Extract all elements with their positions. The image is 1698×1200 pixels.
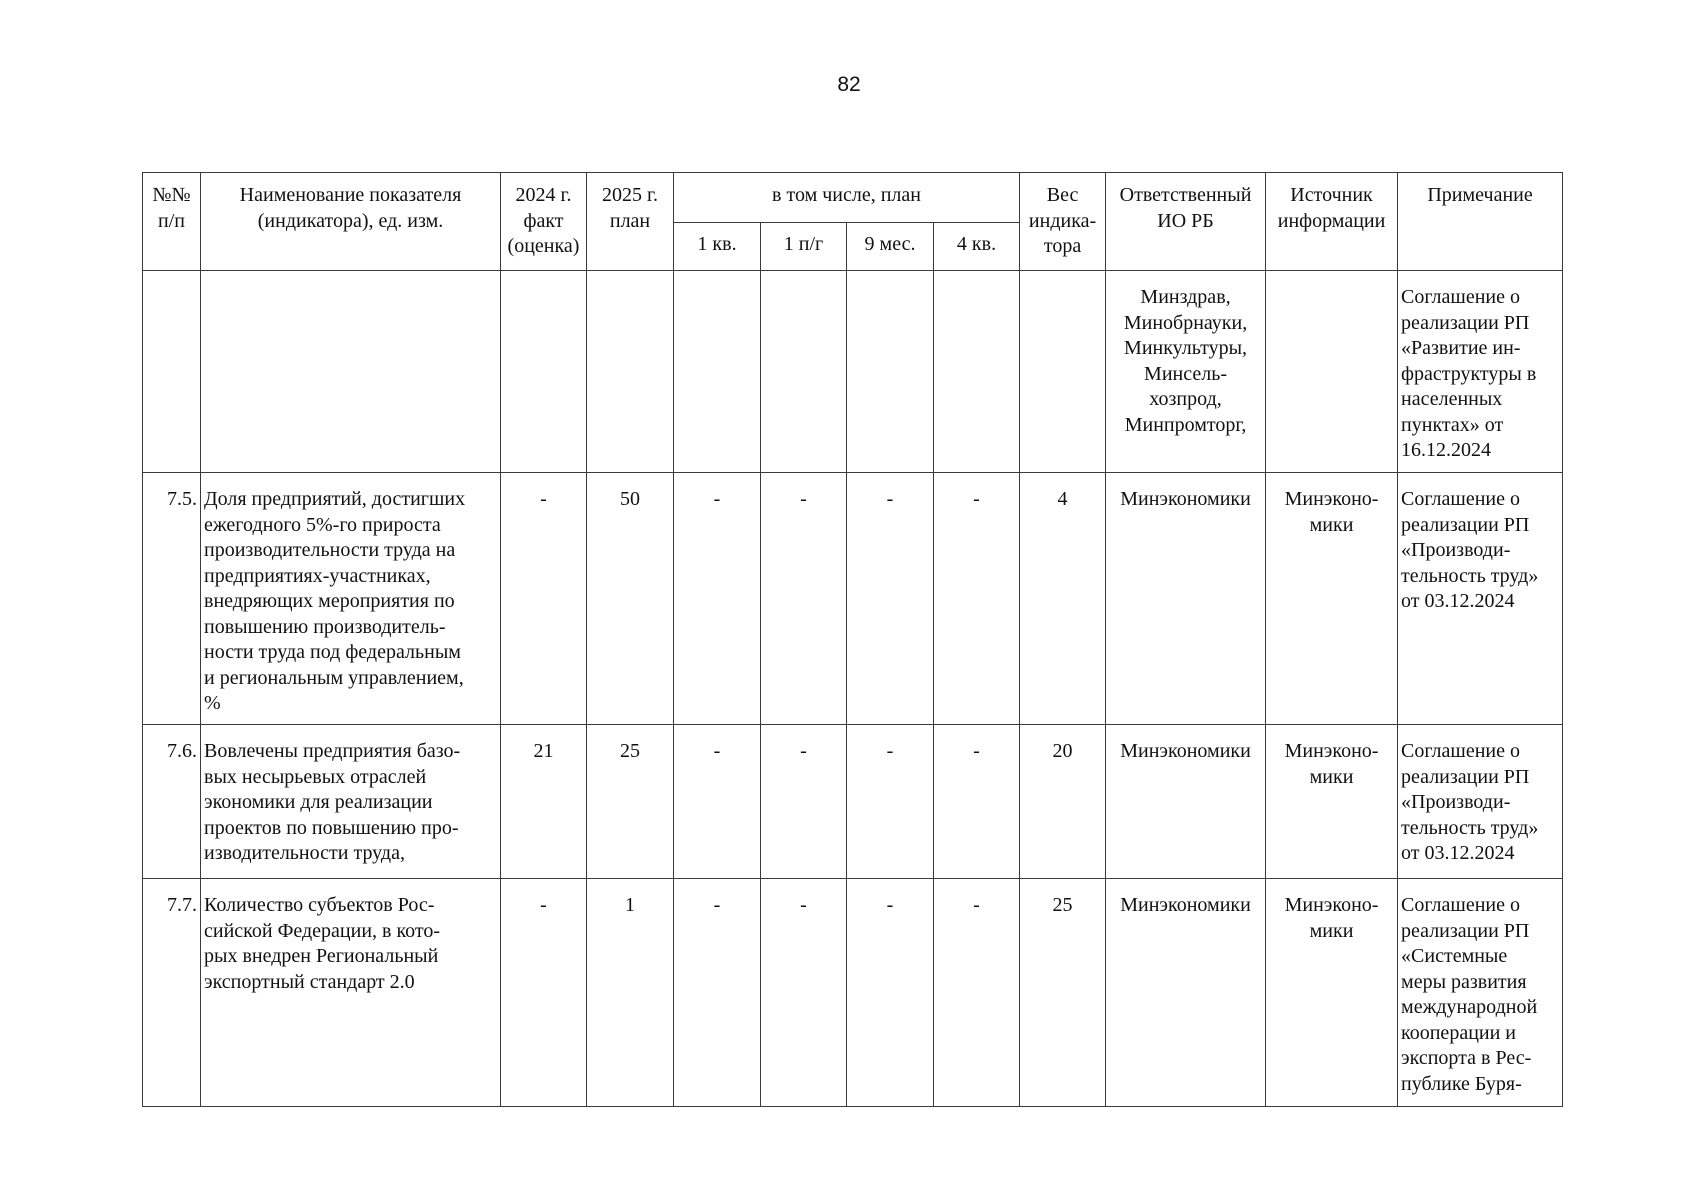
- cell-q1: [674, 271, 761, 473]
- cell-plan-2025: 25: [587, 725, 674, 879]
- cell-q4: -: [934, 473, 1020, 725]
- cell-num: 7.5.: [143, 473, 201, 725]
- cell-name: Вовлечены предприятия базо- вых несырьевых отраслей экономики для реализации проектов по повышению про- изводительности труда,: [201, 725, 501, 879]
- cell-num: [143, 271, 201, 473]
- cell-q4: -: [934, 725, 1020, 879]
- header-h1: 1 п/г: [761, 223, 847, 271]
- cell-h1: [761, 271, 847, 473]
- cell-responsible: Минэкономики: [1106, 879, 1266, 1107]
- cell-h1: -: [761, 879, 847, 1107]
- header-name: Наименование показателя (индикатора), ед. изм.: [201, 173, 501, 271]
- cell-fact-2024: -: [501, 473, 587, 725]
- header-9m: 9 мес.: [847, 223, 934, 271]
- cell-responsible: Минздрав, Минобрнауки, Минкультуры, Минсель- хозпрод, Минпромторг,: [1106, 271, 1266, 473]
- cell-9m: -: [847, 473, 934, 725]
- cell-fact-2024: -: [501, 879, 587, 1107]
- header-source: Источник информации: [1266, 173, 1398, 271]
- cell-weight: [1020, 271, 1106, 473]
- header-including-plan: в том числе, план: [674, 173, 1020, 223]
- cell-weight: 4: [1020, 473, 1106, 725]
- table-row: [143, 725, 1563, 879]
- cell-source: [1266, 271, 1398, 473]
- cell-weight: 20: [1020, 725, 1106, 879]
- cell-note: Соглашение о реализации РП «Производи- тельность труд» от 03.12.2024: [1398, 473, 1563, 725]
- cell-source: Минэконо- мики: [1266, 473, 1398, 725]
- page-number: 82: [837, 73, 861, 96]
- table-header: [143, 173, 1563, 271]
- table-row: [143, 473, 1563, 725]
- cell-q4: -: [934, 879, 1020, 1107]
- cell-q1: -: [674, 473, 761, 725]
- cell-weight: 25: [1020, 879, 1106, 1107]
- indicators-table: [142, 172, 1563, 1107]
- cell-plan-2025: [587, 271, 674, 473]
- cell-note: Соглашение о реализации РП «Развитие ин- фраструктуры в населенных пунктах» от 16.12.2024: [1398, 271, 1563, 473]
- cell-num: 7.6.: [143, 725, 201, 879]
- table-row: [143, 271, 1563, 473]
- cell-plan-2025: 50: [587, 473, 674, 725]
- cell-9m: [847, 271, 934, 473]
- cell-name: Количество субъектов Рос- сийской Федерации, в кото- рых внедрен Региональный экспортный стандарт 2.0: [201, 879, 501, 1107]
- cell-9m: -: [847, 725, 934, 879]
- header-q1: 1 кв.: [674, 223, 761, 271]
- header-fact-2024: 2024 г. факт (оценка): [501, 173, 587, 271]
- cell-name: [201, 271, 501, 473]
- cell-source: Минэконо- мики: [1266, 725, 1398, 879]
- cell-q1: -: [674, 879, 761, 1107]
- header-plan-2025: 2025 г. план: [587, 173, 674, 271]
- cell-fact-2024: 21: [501, 725, 587, 879]
- table-row: [143, 879, 1563, 1107]
- header-num: №№ п/п: [143, 173, 201, 271]
- header-responsible: Ответственный ИО РБ: [1106, 173, 1266, 271]
- cell-h1: -: [761, 473, 847, 725]
- cell-source: Минэконо- мики: [1266, 879, 1398, 1107]
- cell-note: Соглашение о реализации РП «Производи- тельность труд» от 03.12.2024: [1398, 725, 1563, 879]
- cell-q4: [934, 271, 1020, 473]
- cell-h1: -: [761, 725, 847, 879]
- cell-9m: -: [847, 879, 934, 1107]
- cell-name: Доля предприятий, достигших ежегодного 5%-го прироста производительности труда на предприятиях-участниках, внедряющих мероприятия по повышению производитель- ности труда под федеральным и региональным управлением, %: [201, 473, 501, 725]
- cell-fact-2024: [501, 271, 587, 473]
- cell-responsible: Минэкономики: [1106, 473, 1266, 725]
- header-note: Примечание: [1398, 173, 1563, 271]
- cell-note: Соглашение о реализации РП «Системные меры развития международной кооперации и экспорта в Рес- публике Буря-: [1398, 879, 1563, 1107]
- cell-num: 7.7.: [143, 879, 201, 1107]
- header-q4: 4 кв.: [934, 223, 1020, 271]
- header-weight: Вес индика- тора: [1020, 173, 1106, 271]
- cell-plan-2025: 1: [587, 879, 674, 1107]
- cell-q1: -: [674, 725, 761, 879]
- cell-responsible: Минэкономики: [1106, 725, 1266, 879]
